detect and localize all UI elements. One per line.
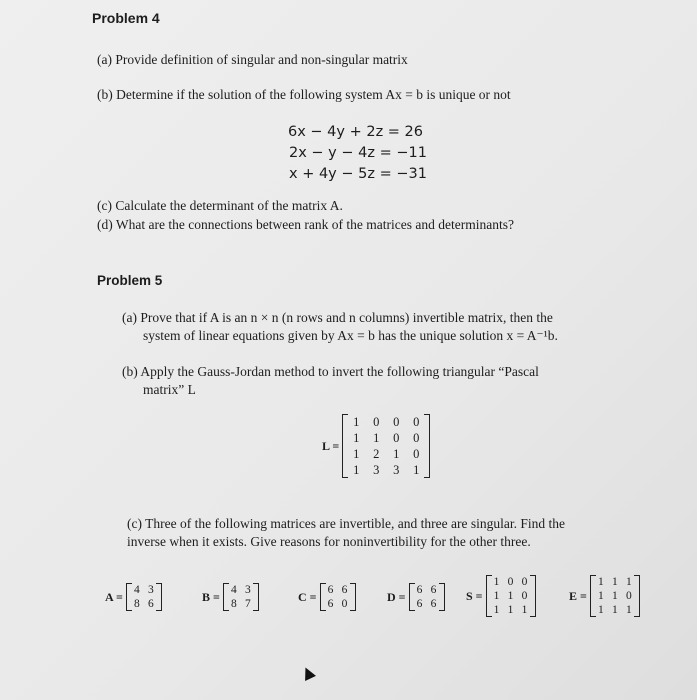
matrix-L-grid bbox=[342, 414, 430, 478]
matrix-cell: 1 bbox=[413, 463, 420, 477]
mouse-pointer-icon bbox=[300, 665, 316, 681]
matrix-cell: 1 bbox=[493, 604, 500, 616]
problem-4-part-c: (c) Calculate the determinant of the matrix A. bbox=[97, 198, 343, 213]
matrix-cell: 1 bbox=[611, 604, 618, 616]
matrix-cell: 0 bbox=[413, 415, 420, 429]
matrix-cell: 1 bbox=[493, 576, 500, 588]
matrix-cell: 6 bbox=[341, 584, 348, 596]
matrix-L-label: L = bbox=[322, 438, 340, 453]
matrix-cell: 1 bbox=[521, 604, 528, 616]
matrix-cell: 1 bbox=[507, 590, 514, 602]
matrix-cell: 1 bbox=[353, 431, 360, 445]
matrix-cell: 0 bbox=[625, 590, 632, 602]
matrix-cell: 6 bbox=[416, 598, 423, 610]
matrix-E-grid bbox=[590, 575, 640, 617]
matrix-B bbox=[202, 583, 259, 611]
problem-5-part-b-line1: (b) Apply the Gauss-Jordan method to invert the following triangular “Pascal bbox=[122, 364, 539, 379]
matrix-cell: 1 bbox=[597, 590, 604, 602]
matrix-D bbox=[387, 583, 445, 611]
matrix-cell: 0 bbox=[393, 431, 400, 445]
matrix-cell: 0 bbox=[521, 576, 528, 588]
problem-4-part-d: (d) What are the connections between rank of the matrices and determinants? bbox=[97, 217, 514, 232]
matrix-cell: 0 bbox=[341, 598, 348, 610]
matrix-cell: 1 bbox=[611, 576, 618, 588]
matrix-cell: 6 bbox=[147, 598, 154, 610]
matrix-C-label: C = bbox=[298, 589, 317, 604]
matrix-cell: 4 bbox=[133, 584, 140, 596]
matrix-cell: 1 bbox=[611, 590, 618, 602]
matrix-C-grid bbox=[320, 583, 356, 611]
matrix-E-label: E = bbox=[569, 588, 587, 603]
matrix-cell: 1 bbox=[625, 576, 632, 588]
matrix-cell: 2 bbox=[373, 447, 380, 461]
matrix-cell: 3 bbox=[393, 463, 400, 477]
matrix-S-grid bbox=[486, 575, 536, 617]
matrix-cell: 0 bbox=[521, 590, 528, 602]
matrix-cell: 6 bbox=[430, 598, 437, 610]
matrix-A-label: A = bbox=[105, 589, 123, 604]
matrix-cell: 1 bbox=[625, 604, 632, 616]
matrix-cell: 3 bbox=[147, 584, 154, 596]
matrix-S bbox=[466, 575, 536, 617]
matrix-E bbox=[569, 575, 640, 617]
matrix-A bbox=[105, 583, 162, 611]
matrix-cell: 6 bbox=[327, 584, 334, 596]
matrix-cell: 3 bbox=[373, 463, 380, 477]
problem-5-part-c-line1: (c) Three of the following matrices are invertible, and three are singular. Find the bbox=[127, 516, 565, 531]
matrix-cell: 6 bbox=[430, 584, 437, 596]
matrix-cell: 0 bbox=[413, 431, 420, 445]
matrix-B-label: B = bbox=[202, 589, 220, 604]
matrix-cell: 0 bbox=[393, 415, 400, 429]
problem-5-title: Problem 5 bbox=[97, 273, 163, 288]
matrix-cell: 1 bbox=[353, 463, 360, 477]
matrix-cell: 0 bbox=[413, 447, 420, 461]
problem-5-part-a-line2: system of linear equations given by Ax = b has the unique solution x = A⁻¹b. bbox=[143, 328, 558, 343]
matrix-cell: 1 bbox=[493, 590, 500, 602]
matrix-cell: 1 bbox=[353, 415, 360, 429]
problem-5-part-a-line1: (a) Prove that if A is an n × n (n rows and n columns) invertible matrix, then the bbox=[122, 310, 553, 325]
equation-2: 2x − y − 4z = −11 bbox=[289, 145, 427, 161]
matrix-cell: 7 bbox=[244, 598, 251, 610]
matrix-B-grid bbox=[223, 583, 259, 611]
equation-3: x + 4y − 5z = −31 bbox=[289, 166, 427, 182]
matrix-cell: 8 bbox=[230, 598, 237, 610]
matrix-S-label: S = bbox=[466, 588, 483, 603]
matrix-cell: 1 bbox=[597, 604, 604, 616]
matrix-D-grid bbox=[409, 583, 445, 611]
matrix-A-grid bbox=[126, 583, 162, 611]
matrix-cell: 4 bbox=[230, 584, 237, 596]
matrix-cell: 3 bbox=[244, 584, 251, 596]
problem-4-part-b: (b) Determine if the solution of the following system Ax = b is unique or not bbox=[97, 87, 511, 102]
problem-5-part-c-line2: inverse when it exists. Give reasons for noninvertibility for the other three. bbox=[127, 534, 531, 549]
matrix-cell: 1 bbox=[393, 447, 400, 461]
matrix-cell: 1 bbox=[597, 576, 604, 588]
matrix-cell: 8 bbox=[133, 598, 140, 610]
matrix-C bbox=[298, 583, 356, 611]
problem-4-part-a: (a) Provide definition of singular and non-singular matrix bbox=[97, 52, 408, 67]
matrix-cell: 1 bbox=[507, 604, 514, 616]
matrix-cell: 6 bbox=[416, 584, 423, 596]
matrix-D-label: D = bbox=[387, 589, 406, 604]
problem-5-part-b-line2: matrix” L bbox=[143, 382, 196, 397]
matrix-cell: 0 bbox=[373, 415, 380, 429]
matrix-cell: 1 bbox=[373, 431, 380, 445]
matrix-cell: 6 bbox=[327, 598, 334, 610]
pascal-matrix-L bbox=[322, 414, 430, 478]
matrix-cell: 0 bbox=[507, 576, 514, 588]
problem-4-title: Problem 4 bbox=[92, 10, 160, 26]
equation-1: 6x − 4y + 2z = 26 bbox=[288, 124, 424, 140]
matrix-cell: 1 bbox=[353, 447, 360, 461]
